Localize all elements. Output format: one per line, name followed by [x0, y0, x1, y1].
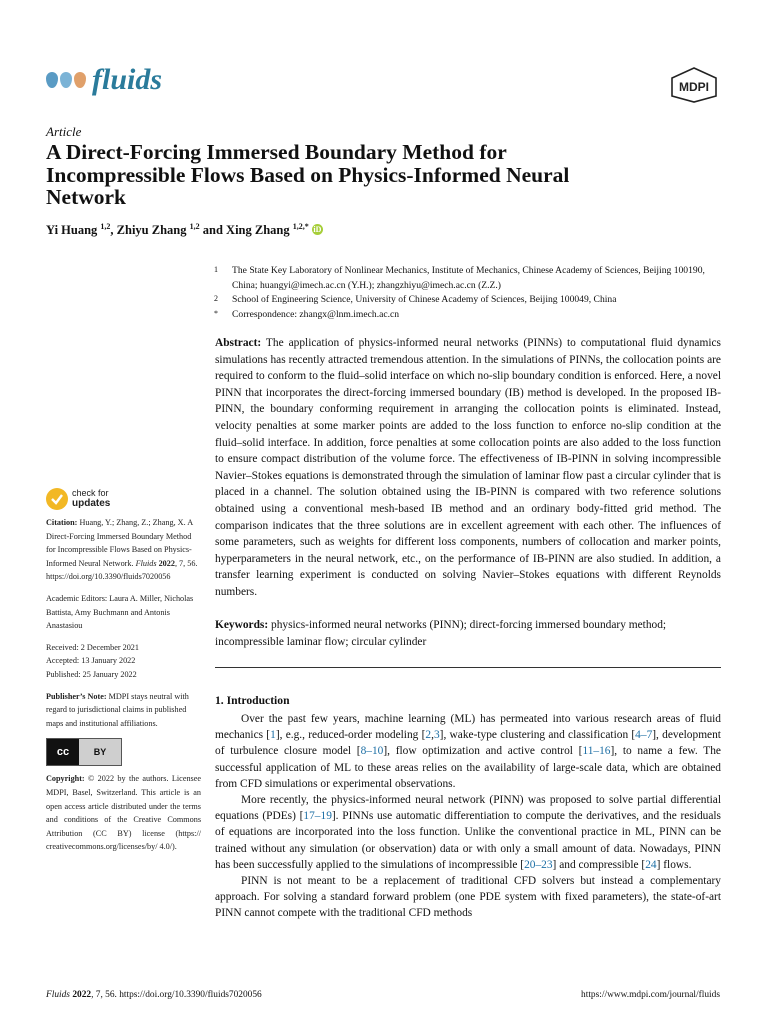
mdpi-logo-icon[interactable]	[668, 66, 720, 104]
footer-citation	[46, 990, 262, 1000]
author-affil-mark: 1,2,*	[292, 222, 309, 231]
publisher-note-text: MDPI stays neutral with regard to jurisdictional claims in published maps and institutional affiliations.	[46, 691, 189, 728]
citation-journal: Fluids	[135, 558, 157, 568]
journal-logo[interactable]	[46, 60, 162, 100]
citation-year: 2022	[156, 558, 175, 568]
text-run: ], development of turbulence closure model [	[215, 729, 721, 758]
cc-badge: cc	[47, 739, 79, 765]
author-affil-mark: 1,2	[189, 222, 200, 231]
text-run: More recently, the physics-informed neural network (PINN) was proposed to solve partial differential equations (PDEs) [	[215, 794, 721, 823]
paragraph	[215, 711, 721, 792]
reference-link[interactable]: 17–19	[303, 810, 332, 823]
sidebar	[46, 488, 201, 862]
paragraph	[215, 792, 721, 873]
author-affil-mark: 1,2	[100, 222, 111, 231]
academic-editors: Academic Editors: Laura A. Miller, Nicholas Battista, Amy Buchmann and Antonis Anastasiou	[46, 593, 194, 631]
paper-title: A Direct-Forcing Immersed Boundary Method for Incompressible Flows Based on Physics-Informed Neural Network	[46, 140, 570, 209]
text-run: ,	[431, 729, 434, 742]
abstract	[215, 335, 721, 601]
copyright-label: Copyright:	[46, 774, 85, 784]
journal-name: fluids	[92, 63, 163, 96]
text-run: Over the past few years, machine learning (ML) has permeated into various research areas of fluid mechanics [	[215, 713, 721, 742]
text-run: ], to name a few. The successful application of ML to these areas relies on the availability of large-scale data, which are obtained from CFD simulations or experimental observations.	[215, 745, 721, 790]
section-divider	[215, 667, 721, 668]
reference-link[interactable]: 8–10	[360, 745, 384, 758]
footer-url[interactable]: https://www.mdpi.com/journal/fluids	[581, 990, 720, 1000]
check-updates-line: updates	[72, 498, 111, 509]
reference-link[interactable]: 2	[425, 729, 432, 742]
reference-link[interactable]: 4–7	[635, 729, 653, 742]
publisher-note	[46, 690, 201, 731]
citation	[46, 516, 201, 584]
check-for-updates-button[interactable]	[46, 488, 201, 510]
received-date: Received: 2 December 2021	[46, 642, 139, 652]
text-run: ]. PINNs use automatic differentiation to compute the derivatives, and the residuals of equations are incorporated into the loss function. Unlike the conventional practice in ML, PINN can be trained without any simulation (or observation) data or with only a small amount of data. Nowadays, PINN has been successfully applied to the simulations of incompressible [	[215, 810, 721, 871]
author-list	[46, 222, 323, 238]
author-name[interactable]: and Xing Zhang	[199, 223, 293, 238]
abstract-text: The application of physics-informed neural networks (PINNs) to computational fluid dynamics simulations has recently attracted tremendous attention. In the simulations of PINNs, the collocation points are required to conform to the fluid–solid interface on which no-slip boundary condition is enforced. Here, a novel PINN that incorporates the direct-forcing immersed boundary (IB) method is developed. In the proposed IB-PINN, the boundary conforming requirement in arranging the collocation points is eliminated. Instead, velocity penalties at some marker points are added to the loss function to enforce no-slip condition at the fluid–solid interface. In addition, force penalties at some collocation points are also added to the loss function to ensure compact distribution of the volume force. The effectiveness of IB-PINN in solving incompressible Navier–Stokes equations is demonstrated through the simulation of laminar flow past a circular cylinder that is placed in a channel. The solution obtained using the IB-PINN is compared with two reference solutions obtained using a conventional mesh-based IB method and an ordinary body-fitted grid method. The comparison indicates that the three solutions are in excellent agreement with each other. The influences of some parameters, such as weights for different loss components, numbers of collocation and marker points, hyperparameters in the neural network, etc., on the performance of IB-PINN are also studied. In addition, a transfer learning experiment is conducted on solving Navier–Stokes equations with different Reynolds numbers.	[215, 337, 721, 598]
orcid-icon[interactable]: iD	[313, 225, 322, 235]
footer-doi[interactable]: , 7, 56. https://doi.org/10.3390/fluids7020056	[91, 990, 262, 1000]
citation-text: Huang, Y.; Zhang, Z.; Zhang, X. A Direct-Forcing Immersed Boundary Method for Incompressible Flows Based on Physics-Informed Neural Network.	[46, 518, 193, 568]
keywords-label: Keywords:	[215, 619, 269, 631]
affiliation-text: The State Key Laboratory of Nonlinear Mechanics, Institute of Mechanics, Chinese Academy of Sciences, Beijing 100190, China; huangyi@imech.ac.cn (Y.H.); zhangzhiyu@imech.ac.cn (Z.Z.)	[232, 265, 705, 291]
reference-link[interactable]: 3	[433, 729, 440, 742]
citation-doi[interactable]: , 7, 56. https://doi.org/10.3390/fluids7020056	[46, 558, 198, 582]
check-updates-label	[72, 489, 110, 509]
text-run: ] and compressible [	[552, 858, 646, 871]
article-type: Article	[46, 124, 82, 139]
cc-by-license-icon[interactable]	[46, 738, 122, 766]
paragraph: PINN is not meant to be a replacement of traditional CFD solvers but instead a complementary approach. For solving a standard forward problem (one PDE system with fixed parameters), the state-of-art PINN cannot compete with the traditional CFD methods	[215, 875, 721, 920]
author-name[interactable]: , Zhiyu Zhang	[110, 223, 190, 238]
text-run: ] flows.	[656, 858, 692, 871]
accepted-date: Accepted: 13 January 2022	[46, 656, 136, 666]
section-heading: 1. Introduction	[215, 694, 290, 707]
published-date: Published: 25 January 2022	[46, 669, 137, 679]
affiliation-item	[214, 264, 719, 293]
check-updates-icon	[46, 488, 68, 510]
copyright-text: © 2022 by the authors. Licensee MDPI, Basel, Switzerland. This article is an open access article distributed under the terms and conditions of the Creative Commons Attribution (CC BY) license (https:// creativecommons.org/licenses/by/ 4.0/).	[46, 774, 201, 852]
affiliation-mark: *	[214, 308, 218, 318]
droplets-icon	[46, 72, 86, 88]
author-name[interactable]: Yi Huang	[46, 223, 101, 238]
copyright	[46, 772, 201, 854]
reference-link[interactable]: 20–23	[524, 858, 553, 871]
affiliation-mark: 1	[214, 265, 218, 274]
text-run: ], wake-type clustering and classification [	[439, 729, 636, 742]
by-badge: BY	[79, 739, 121, 765]
affiliation-item	[214, 293, 719, 308]
citation-label: Citation:	[46, 518, 78, 527]
reference-link[interactable]: 1	[270, 729, 276, 742]
reference-link[interactable]: 11–16	[582, 745, 611, 758]
body-text	[215, 711, 721, 922]
footer-year: 2022	[69, 990, 92, 1000]
affiliations	[214, 264, 719, 322]
dates	[46, 641, 201, 682]
keywords	[215, 617, 721, 650]
publisher-note-label: Publisher’s Note:	[46, 691, 107, 701]
footer-journal: Fluids	[46, 990, 70, 1000]
publisher-name: MDPI	[679, 80, 709, 94]
reference-link[interactable]: 24	[645, 858, 657, 871]
keywords-text: physics-informed neural networks (PINN); direct-forcing immersed boundary method; incompressible laminar flow; circular cylinder	[215, 619, 667, 648]
text-run: ], e.g., reduced-order modeling [	[275, 729, 426, 742]
affiliation-text: School of Engineering Science, University of Chinese Academy of Sciences, Beijing 100049, China	[232, 294, 617, 305]
check-updates-line: check for	[72, 488, 109, 498]
affiliation-item	[214, 308, 719, 323]
affiliation-mark: 2	[214, 294, 218, 303]
correspondence-text: Correspondence: zhangx@lnm.imech.ac.cn	[232, 308, 400, 320]
text-run: ], flow optimization and active control [	[383, 745, 583, 758]
abstract-label: Abstract:	[215, 337, 262, 349]
